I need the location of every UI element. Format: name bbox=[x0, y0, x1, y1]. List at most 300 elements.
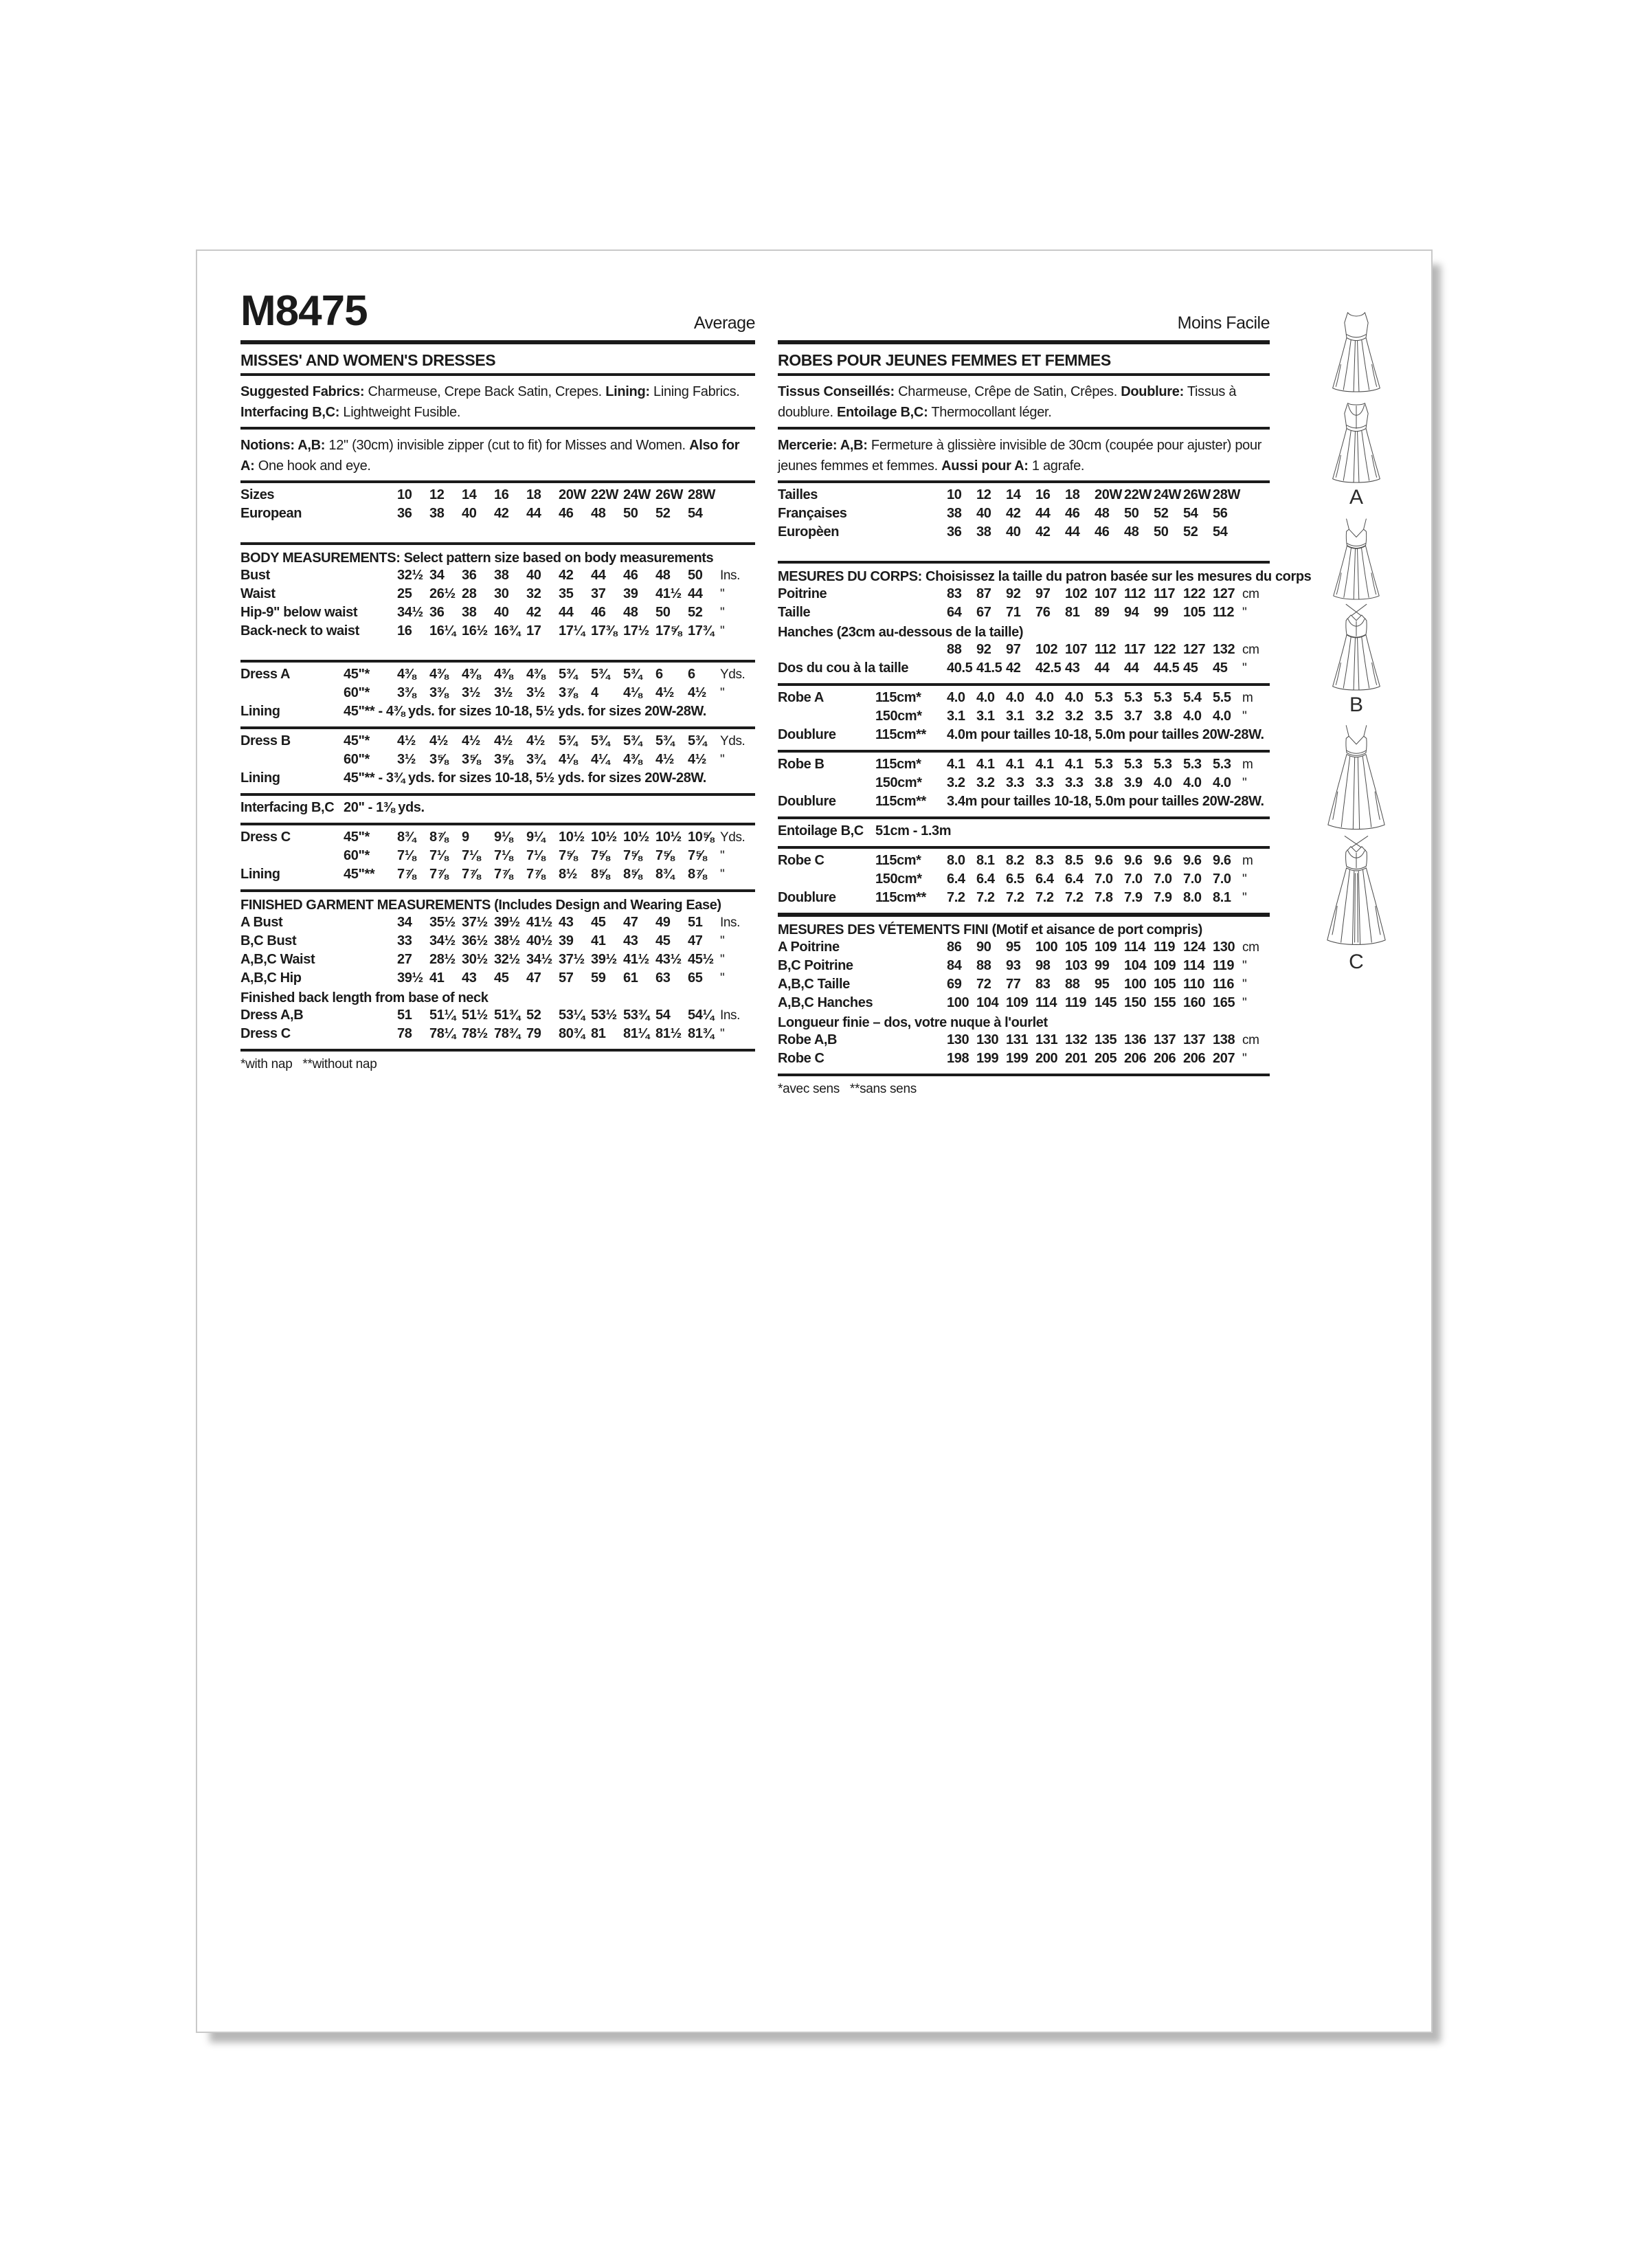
cell-value: 8.1 bbox=[1213, 890, 1231, 905]
cell-value: 10½ bbox=[559, 830, 585, 845]
cell-value: 39 bbox=[623, 586, 638, 601]
cell-value: 81¾ bbox=[688, 1026, 714, 1041]
cell-value: 39½ bbox=[494, 915, 520, 930]
paragraph-text: 1 agrafe. bbox=[1028, 458, 1085, 474]
cell-value: 17⅜ bbox=[591, 623, 617, 638]
cell-value: 100 bbox=[1035, 940, 1058, 955]
cell-value: 81 bbox=[1065, 605, 1080, 620]
cell-value: 105 bbox=[1183, 605, 1206, 620]
cell-value: 26W bbox=[655, 487, 683, 502]
cell-value: 4½ bbox=[655, 752, 675, 767]
cell-value: 3.9 bbox=[1124, 775, 1143, 790]
cell-value: 6.4 bbox=[947, 871, 965, 887]
cell-value: 119 bbox=[1154, 940, 1176, 955]
cell-value: 7⅝ bbox=[591, 848, 610, 863]
notions-paragraph bbox=[240, 434, 755, 478]
spacer bbox=[778, 543, 1270, 557]
cell-value: 17¾ bbox=[688, 623, 714, 638]
cell-value: 114 bbox=[1124, 940, 1146, 955]
cell-value: 7⅛ bbox=[397, 848, 416, 863]
row-label: Dress B bbox=[240, 733, 291, 748]
table-row bbox=[240, 752, 755, 770]
divider bbox=[240, 480, 755, 483]
cell-value: 8.1 bbox=[976, 853, 995, 868]
cell-value: 10½ bbox=[623, 830, 649, 845]
cell-value: 6 bbox=[655, 667, 663, 682]
table-row bbox=[778, 890, 1270, 909]
cell-value: 48 bbox=[1124, 524, 1139, 540]
row-label: Doublure bbox=[778, 794, 836, 809]
row-label: Taille bbox=[778, 605, 811, 620]
divider bbox=[240, 340, 755, 344]
cell-value: 100 bbox=[947, 995, 969, 1010]
cell-value: 9.6 bbox=[1095, 853, 1113, 868]
cell-value: 124 bbox=[1183, 940, 1206, 955]
cell-value: 80¾ bbox=[559, 1026, 585, 1041]
divider bbox=[240, 889, 755, 892]
cell-value: 9.6 bbox=[1183, 853, 1202, 868]
cell-value: 130 bbox=[976, 1032, 999, 1047]
table-row bbox=[778, 757, 1270, 775]
cell-value: 52 bbox=[1183, 524, 1198, 540]
unit-label: " bbox=[1242, 709, 1247, 724]
cell-value: 7⅛ bbox=[429, 848, 449, 863]
divider bbox=[778, 480, 1270, 483]
cell-value: 54 bbox=[1183, 506, 1198, 521]
cell-value: 155 bbox=[1154, 995, 1176, 1010]
cell-value: 51 bbox=[397, 1008, 412, 1023]
unit-label: cm bbox=[1242, 940, 1259, 955]
cell-value: 7.0 bbox=[1154, 871, 1172, 887]
cell-value: 7⅛ bbox=[494, 848, 513, 863]
cell-value: 114 bbox=[1035, 995, 1057, 1010]
paragraph-lead-in: Lining: bbox=[605, 384, 650, 399]
cell-value: 137 bbox=[1183, 1032, 1206, 1047]
paragraph-lead-in: Notions: A,B: bbox=[240, 438, 326, 453]
cell-value: 26W bbox=[1183, 487, 1211, 502]
cell-value: 12 bbox=[976, 487, 991, 502]
row-label: A Poitrine bbox=[778, 940, 840, 955]
cell-value: 17½ bbox=[623, 623, 649, 638]
cell-value: 44 bbox=[1095, 660, 1110, 676]
table-row bbox=[240, 1008, 755, 1026]
cell-value: 46 bbox=[559, 506, 574, 521]
cell-value: 41½ bbox=[526, 915, 552, 930]
cell-value: 7.2 bbox=[947, 890, 965, 905]
row-label: Dress C bbox=[240, 830, 291, 845]
table-row bbox=[240, 770, 755, 789]
cell-value: 130 bbox=[947, 1032, 969, 1047]
paragraph-lead-in: Aussi pour A: bbox=[941, 458, 1029, 474]
cell-value: 39½ bbox=[591, 952, 617, 967]
cell-value: 63 bbox=[655, 970, 671, 986]
table-row bbox=[778, 642, 1270, 660]
cell-value: 53¾ bbox=[623, 1008, 649, 1023]
cell-value: 88 bbox=[976, 958, 991, 973]
paragraph-lead-in: Doublure: bbox=[1121, 384, 1184, 399]
cell-value: 22W bbox=[1124, 487, 1152, 502]
dress-a-front-figure bbox=[1321, 304, 1392, 392]
english-footnote: *with nap **without nap bbox=[240, 1057, 377, 1071]
row-sublabel: 115cm* bbox=[875, 757, 921, 772]
cell-value: 132 bbox=[1065, 1032, 1088, 1047]
cell-value: 119 bbox=[1065, 995, 1087, 1010]
cell-value: 5.4 bbox=[1183, 690, 1202, 705]
cell-value: 38 bbox=[494, 568, 509, 583]
cell-value: 81 bbox=[591, 1026, 606, 1041]
row-sublabel: 150cm* bbox=[875, 775, 922, 790]
cell-value: 127 bbox=[1183, 642, 1206, 657]
cell-value: 4⅜ bbox=[623, 752, 642, 767]
table-row bbox=[240, 733, 755, 752]
cell-value: 110 bbox=[1183, 977, 1205, 992]
cell-value: 44 bbox=[1065, 524, 1080, 540]
mercerie-paragraph bbox=[778, 434, 1270, 478]
cell-value: 18 bbox=[526, 487, 541, 502]
cell-value: 92 bbox=[1006, 586, 1021, 601]
unit-label: " bbox=[720, 867, 725, 882]
row-label: European bbox=[240, 506, 302, 521]
dress-c-front-figure bbox=[1314, 722, 1398, 832]
cell-value: 43 bbox=[1065, 660, 1080, 676]
cell-value: 49 bbox=[655, 915, 671, 930]
cell-value: 77 bbox=[1006, 977, 1021, 992]
cell-value: 145 bbox=[1095, 995, 1117, 1010]
table-row bbox=[778, 690, 1270, 709]
cell-value: 7⅞ bbox=[494, 867, 513, 882]
unit-label: Ins. bbox=[720, 915, 741, 930]
spacer bbox=[240, 642, 755, 656]
tissus-paragraph bbox=[778, 380, 1270, 424]
cell-value: 44 bbox=[1035, 506, 1051, 521]
cell-value: 83 bbox=[1035, 977, 1051, 992]
table-row bbox=[240, 867, 755, 885]
row-label: Bust bbox=[240, 568, 270, 583]
cell-value: 50 bbox=[1154, 524, 1169, 540]
paragraph-text: Fermeture à glissière invisible de 30cm (coupée pour ajuster) pour jeunes femmes et femmes. bbox=[778, 438, 1262, 474]
divider bbox=[240, 373, 755, 376]
cell-value: 3⅜ bbox=[429, 685, 449, 700]
pattern-number: M8475 bbox=[240, 287, 368, 335]
cell-value: 9 bbox=[462, 830, 469, 845]
cell-value: 51¼ bbox=[429, 1008, 456, 1023]
cell-value: 7.0 bbox=[1124, 871, 1143, 887]
paragraph-text: Thermocollant léger. bbox=[928, 405, 1052, 420]
cell-value: 36 bbox=[462, 568, 477, 583]
section-heading: MESURES DU CORPS: Choisissez la taille du patron basée sur les mesures du corps bbox=[778, 569, 1312, 584]
cell-value: 9.6 bbox=[1213, 853, 1231, 868]
cell-value: 90 bbox=[976, 940, 991, 955]
divider bbox=[778, 373, 1270, 376]
cell-value: 5¾ bbox=[623, 667, 642, 682]
row-label: B,C Bust bbox=[240, 933, 297, 948]
cell-value: 131 bbox=[1035, 1032, 1058, 1047]
cell-value: 43 bbox=[623, 933, 638, 948]
cell-value: 5.3 bbox=[1124, 690, 1143, 705]
cell-value: 56 bbox=[1213, 506, 1228, 521]
table-row bbox=[778, 487, 1270, 506]
cell-value: 3.1 bbox=[976, 709, 995, 724]
cell-value: 30½ bbox=[462, 952, 488, 967]
cell-value: 44 bbox=[591, 568, 606, 583]
cell-value: 52 bbox=[526, 1008, 541, 1023]
suggested-fabrics-paragraph bbox=[240, 380, 755, 424]
cell-value: 50 bbox=[1124, 506, 1139, 521]
table-row bbox=[240, 704, 755, 722]
cell-value: 81½ bbox=[655, 1026, 682, 1041]
row-label: Interfacing B,C bbox=[240, 800, 335, 815]
cell-value: 9⅛ bbox=[494, 830, 513, 845]
cell-value: 7⅝ bbox=[559, 848, 578, 863]
cell-value: 51½ bbox=[462, 1008, 488, 1023]
cell-value: 48 bbox=[655, 568, 671, 583]
cell-value: 53½ bbox=[591, 1008, 617, 1023]
cell-value: 17¼ bbox=[559, 623, 585, 638]
cell-value: 65 bbox=[688, 970, 703, 986]
cell-value: 4½ bbox=[494, 733, 513, 748]
cell-value: 44 bbox=[1124, 660, 1139, 676]
cell-value: 4⅜ bbox=[494, 667, 513, 682]
cell-value: 205 bbox=[1095, 1051, 1117, 1066]
cell-value: 36 bbox=[397, 506, 412, 521]
cell-value: 6.4 bbox=[976, 871, 995, 887]
row-note: 45"** - 4⅜ yds. for sizes 10-18, 5½ yds. for sizes 20W-28W. bbox=[344, 704, 706, 719]
figure-label-c: C bbox=[1349, 950, 1364, 973]
cell-value: 122 bbox=[1154, 642, 1176, 657]
cell-value: 24W bbox=[623, 487, 651, 502]
cell-value: 4¼ bbox=[591, 752, 610, 767]
cell-value: 6 bbox=[688, 667, 695, 682]
row-label: Waist bbox=[240, 586, 276, 601]
cell-value: 41 bbox=[429, 970, 445, 986]
cell-value: 4.1 bbox=[976, 757, 995, 772]
cell-value: 48 bbox=[623, 605, 638, 620]
cell-value: 5.3 bbox=[1154, 757, 1172, 772]
french-header bbox=[778, 288, 1270, 337]
cell-value: 4.1 bbox=[1065, 757, 1084, 772]
table-row bbox=[778, 605, 1270, 623]
cell-value: 44 bbox=[688, 586, 703, 601]
cell-value: 5¾ bbox=[591, 667, 610, 682]
divider bbox=[778, 1074, 1270, 1076]
cell-value: 3½ bbox=[462, 685, 481, 700]
row-label: Robe B bbox=[778, 757, 824, 772]
table-row bbox=[240, 915, 755, 933]
cell-value: 104 bbox=[1124, 958, 1147, 973]
cell-value: 104 bbox=[976, 995, 999, 1010]
unit-label: " bbox=[720, 605, 725, 620]
row-label: Robe A,B bbox=[778, 1032, 838, 1047]
cell-value: 47 bbox=[688, 933, 703, 948]
cell-value: 34½ bbox=[526, 952, 552, 967]
cell-value: 6.5 bbox=[1006, 871, 1024, 887]
cell-value: 8⅝ bbox=[623, 867, 642, 882]
cell-value: 3⅝ bbox=[429, 752, 449, 767]
row-label: Dress A,B bbox=[240, 1008, 304, 1023]
cell-value: 38 bbox=[462, 605, 477, 620]
divider bbox=[778, 816, 1270, 819]
row-label: A Bust bbox=[240, 915, 283, 930]
cell-value: 5.5 bbox=[1213, 690, 1231, 705]
row-label: B,C Poitrine bbox=[778, 958, 853, 973]
cell-value: 28½ bbox=[429, 952, 456, 967]
cell-value: 39½ bbox=[397, 970, 423, 986]
section-heading: Finished back length from base of neck bbox=[240, 990, 489, 1005]
unit-label: " bbox=[720, 971, 725, 986]
cell-value: 50 bbox=[688, 568, 703, 583]
cell-value: 165 bbox=[1213, 995, 1235, 1010]
cell-value: 4.0 bbox=[1154, 775, 1172, 790]
paragraph-lead-in: Mercerie: A,B: bbox=[778, 438, 868, 453]
cell-value: 3.2 bbox=[976, 775, 995, 790]
dress-c-back-figure bbox=[1314, 835, 1398, 948]
table-row bbox=[778, 727, 1270, 746]
cell-value: 7⅝ bbox=[688, 848, 707, 863]
divider bbox=[778, 427, 1270, 430]
cell-value: 37½ bbox=[559, 952, 585, 967]
cell-value: 42.5 bbox=[1035, 660, 1062, 676]
cell-value: 109 bbox=[1006, 995, 1029, 1010]
cell-value: 37 bbox=[591, 586, 606, 601]
cell-value: 47 bbox=[623, 915, 638, 930]
cell-value: 32 bbox=[526, 586, 541, 601]
divider bbox=[778, 683, 1270, 686]
cell-value: 206 bbox=[1154, 1051, 1176, 1066]
cell-value: 7.9 bbox=[1124, 890, 1143, 905]
table-row bbox=[240, 970, 755, 989]
row-label: Robe A bbox=[778, 690, 824, 705]
cell-value: 7.2 bbox=[1065, 890, 1084, 905]
cell-value: 47 bbox=[526, 970, 541, 986]
row-label: Europèen bbox=[778, 524, 840, 540]
table-row bbox=[240, 605, 755, 623]
cell-value: 3¾ bbox=[526, 752, 546, 767]
cell-value: 100 bbox=[1124, 977, 1147, 992]
cell-value: 5¾ bbox=[655, 733, 675, 748]
unit-label: cm bbox=[1242, 1033, 1259, 1047]
row-sublabel: 115cm** bbox=[875, 890, 926, 905]
cell-value: 16 bbox=[397, 623, 412, 638]
row-sublabel: 45"* bbox=[344, 733, 370, 748]
cell-value: 44.5 bbox=[1154, 660, 1180, 676]
cell-value: 3⅝ bbox=[494, 752, 513, 767]
cell-value: 7⅞ bbox=[429, 867, 449, 882]
cell-value: 20W bbox=[1095, 487, 1122, 502]
cell-value: 7.0 bbox=[1183, 871, 1202, 887]
cell-value: 9.6 bbox=[1124, 853, 1143, 868]
cell-value: 36½ bbox=[462, 933, 488, 948]
divider bbox=[778, 846, 1270, 849]
table-row bbox=[778, 524, 1270, 543]
cell-value: 7.8 bbox=[1095, 890, 1113, 905]
cell-value: 83 bbox=[947, 586, 962, 601]
table-row bbox=[240, 568, 755, 586]
cell-value: 42 bbox=[526, 605, 541, 620]
unit-label: " bbox=[720, 686, 725, 700]
table-row bbox=[778, 871, 1270, 890]
cell-value: 8½ bbox=[559, 867, 578, 882]
section-heading: BODY MEASUREMENTS: Select pattern size based on body measurements bbox=[240, 551, 714, 566]
table-row bbox=[778, 958, 1270, 977]
unit-label: " bbox=[720, 753, 725, 767]
cell-value: 5¾ bbox=[623, 733, 642, 748]
row-sublabel: 115cm** bbox=[875, 794, 926, 809]
cell-value: 114 bbox=[1183, 958, 1205, 973]
cell-value: 40 bbox=[494, 605, 509, 620]
cell-value: 5.3 bbox=[1095, 757, 1113, 772]
row-sublabel: 115cm* bbox=[875, 690, 921, 705]
cell-value: 72 bbox=[976, 977, 991, 992]
cell-value: 8.5 bbox=[1065, 853, 1084, 868]
table-row bbox=[778, 775, 1270, 794]
divider bbox=[240, 1049, 755, 1052]
paragraph-text: Lining Fabrics. bbox=[649, 384, 740, 399]
cell-value: 10 bbox=[947, 487, 962, 502]
cell-value: 132 bbox=[1213, 642, 1235, 657]
french-footnote: *avec sens **sans sens bbox=[778, 1082, 917, 1096]
dress-b-back-figure bbox=[1321, 603, 1392, 691]
cell-value: 8.0 bbox=[1183, 890, 1202, 905]
unit-label: " bbox=[720, 1027, 725, 1041]
table-row bbox=[778, 1032, 1270, 1051]
cell-value: 5.3 bbox=[1154, 690, 1172, 705]
cell-value: 122 bbox=[1183, 586, 1206, 601]
cell-value: 97 bbox=[1035, 586, 1051, 601]
cell-value: 32½ bbox=[494, 952, 520, 967]
table-row bbox=[778, 940, 1270, 958]
cell-value: 89 bbox=[1095, 605, 1110, 620]
cell-value: 98 bbox=[1035, 958, 1051, 973]
table-row bbox=[240, 685, 755, 704]
cell-value: 4½ bbox=[655, 685, 675, 700]
cell-value: 25 bbox=[397, 586, 412, 601]
cell-value: 34½ bbox=[397, 605, 423, 620]
cell-value: 45 bbox=[1213, 660, 1228, 676]
cell-value: 42 bbox=[1006, 506, 1021, 521]
cell-value: 7⅛ bbox=[526, 848, 546, 863]
cell-value: 199 bbox=[1006, 1051, 1029, 1066]
unit-label: Yds. bbox=[720, 830, 745, 845]
cell-value: 46 bbox=[623, 568, 638, 583]
cell-value: 48 bbox=[1095, 506, 1110, 521]
unit-label: " bbox=[1242, 776, 1247, 790]
cell-value: 20W bbox=[559, 487, 586, 502]
row-label: Lining bbox=[240, 867, 280, 882]
french-measurement-table bbox=[778, 487, 1312, 1076]
cell-value: 7.2 bbox=[1035, 890, 1054, 905]
cell-value: 78½ bbox=[462, 1026, 488, 1041]
french-title: ROBES POUR JEUNES FEMMES ET FEMMES bbox=[778, 351, 1111, 369]
cell-value: 4½ bbox=[688, 685, 707, 700]
table-row bbox=[240, 800, 755, 819]
cell-value: 48 bbox=[591, 506, 606, 521]
cell-value: 35 bbox=[559, 586, 574, 601]
cell-value: 57 bbox=[559, 970, 574, 986]
cell-value: 4⅜ bbox=[462, 667, 481, 682]
row-label: Sizes bbox=[240, 487, 275, 502]
english-header bbox=[240, 288, 755, 337]
cell-value: 7.2 bbox=[976, 890, 995, 905]
cell-value: 7⅞ bbox=[526, 867, 546, 882]
cell-value: 33 bbox=[397, 933, 412, 948]
cell-value: 135 bbox=[1095, 1032, 1117, 1047]
cell-value: 3.1 bbox=[947, 709, 965, 724]
cell-value: 138 bbox=[1213, 1032, 1235, 1047]
cell-value: 207 bbox=[1213, 1051, 1235, 1066]
cell-value: 7⅛ bbox=[462, 848, 481, 863]
cell-value: 103 bbox=[1065, 958, 1088, 973]
row-sublabel: 150cm* bbox=[875, 871, 922, 887]
